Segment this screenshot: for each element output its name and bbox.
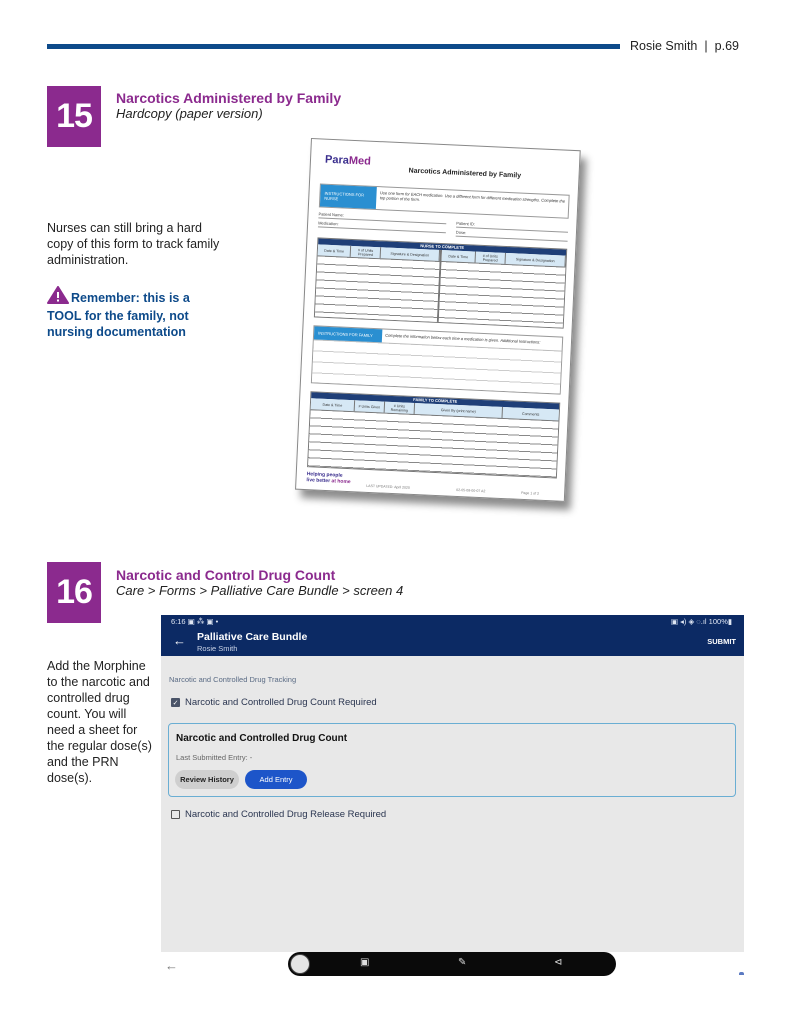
- app-screenshot: [161, 615, 744, 982]
- paper-form-image: [293, 140, 585, 510]
- count-required-label: Narcotic and Controlled Drug Count Required: [185, 697, 377, 708]
- add-entry-button[interactable]: Add Entry: [245, 770, 307, 789]
- family-instructions: INSTRUCTIONS FOR FAMILY Complete the information below each time a medication is given. Additional Instructions:: [311, 325, 563, 394]
- capture-circle-button[interactable]: [290, 954, 310, 974]
- app-subtitle: Rosie Smith: [197, 644, 238, 653]
- section-body: Add the Morphine to the narcotic and controlled drug count. You will need a sheet for the regular dose(s) and the PRN dose(s).: [47, 659, 152, 785]
- card-title: Narcotic and Controlled Drug Count: [176, 733, 348, 744]
- section-body: Nurses can still bring a hard copy of this form to track family administration.: [47, 221, 220, 267]
- nav-indicator: [739, 972, 744, 975]
- screenshot-toolbar: [288, 952, 616, 976]
- form-title: Narcotics Administered by Family: [408, 167, 522, 180]
- drug-count-card: [168, 723, 736, 797]
- back-arrow-icon[interactable]: ←: [173, 633, 186, 648]
- last-submitted-entry: Last Submitted Entry: -: [176, 753, 253, 762]
- remember-note: [47, 286, 227, 340]
- paper-form: ParaMed Narcotics Administered by Family INSTRUCTIONS FOR NURSE Use one form for EACH medication. Use a different form for different medication strengths. Complete the top portion of the form. Patient Name: Medication: Patient ID: Dose: NURSE TO COMPLETE Date & Time # of Units Prepared Signature & Designation Date & Time # of Units Prepared Signature & Designation INSTRUCTIONS FOR FAMILY Complete the information below each time a medication is given. Additional Instructions: FAMILY TO COMPLETE Date & Time # Units Given # Units Remaining Given By (print name) Comments Helping people live better at home LAST UPDATED: April 2020 02-05-08-00-07 A2 Page 1 of 2: [295, 138, 581, 502]
- scroll-capture-icon[interactable]: ▣: [360, 957, 370, 968]
- checkbox-unchecked-icon[interactable]: [171, 810, 180, 819]
- share-icon[interactable]: ⊲: [554, 957, 563, 968]
- form-content: [161, 656, 744, 952]
- app-bar: [161, 615, 744, 656]
- nurse-table: NURSE TO COMPLETE Date & Time # of Units Prepared Signature & Designation Date & Time # of Units Prepared Signature & Designation: [314, 237, 567, 328]
- checkbox-checked-icon[interactable]: ✓: [172, 699, 179, 707]
- section-subtitle: Hardcopy (paper version): [116, 106, 263, 121]
- section-title: Narcotic and Control Drug Count: [116, 567, 336, 583]
- system-nav-bar: [161, 952, 744, 982]
- page-number: p.69: [714, 39, 739, 53]
- remember-text: Remember: this is a TOOL for the family, not nursing documentation: [47, 291, 190, 339]
- step-badge-16: 16: [47, 562, 101, 623]
- submit-button[interactable]: SUBMIT: [707, 637, 736, 646]
- tracking-section-label: Narcotic and Controlled Drug Tracking: [169, 675, 297, 684]
- patient-name: Rosie Smith: [630, 39, 698, 53]
- release-required-label: Narcotic and Controlled Drug Release Required: [185, 809, 387, 820]
- paramed-logo: ParaMed: [324, 153, 372, 168]
- header-separator: |: [704, 39, 708, 53]
- family-table: FAMILY TO COMPLETE Date & Time # Units Given # Units Remaining Given By (print name) Comments: [307, 391, 560, 478]
- status-bar-left: 6:16 ▣ ⁂ ▣ •: [171, 617, 219, 626]
- nurse-instructions: INSTRUCTIONS FOR NURSE Use one form for EACH medication. Use a different form for different medication strengths. Complete the top portion of the form.: [319, 183, 570, 218]
- header-meta: [630, 39, 739, 53]
- section-title: Narcotics Administered by Family: [116, 90, 342, 106]
- app-title: Palliative Care Bundle: [197, 631, 308, 643]
- crop-edit-icon[interactable]: ✎: [458, 957, 467, 968]
- header-rule: [47, 44, 620, 49]
- section-breadcrumb: Care > Forms > Palliative Care Bundle > screen 4: [116, 583, 404, 598]
- nav-back-icon[interactable]: ←: [165, 958, 178, 973]
- step-badge-15: 15: [47, 86, 101, 147]
- review-history-button[interactable]: Review History: [175, 770, 239, 789]
- status-bar-right: ▣ ◂) ◈ ◌.ıl 100%▮: [670, 617, 732, 626]
- count-required-checkbox-row[interactable]: [171, 697, 377, 708]
- warning-triangle-icon: [47, 286, 69, 308]
- form-footer-tagline: Helping people live better at home: [306, 471, 351, 486]
- release-required-checkbox-row[interactable]: [171, 809, 386, 820]
